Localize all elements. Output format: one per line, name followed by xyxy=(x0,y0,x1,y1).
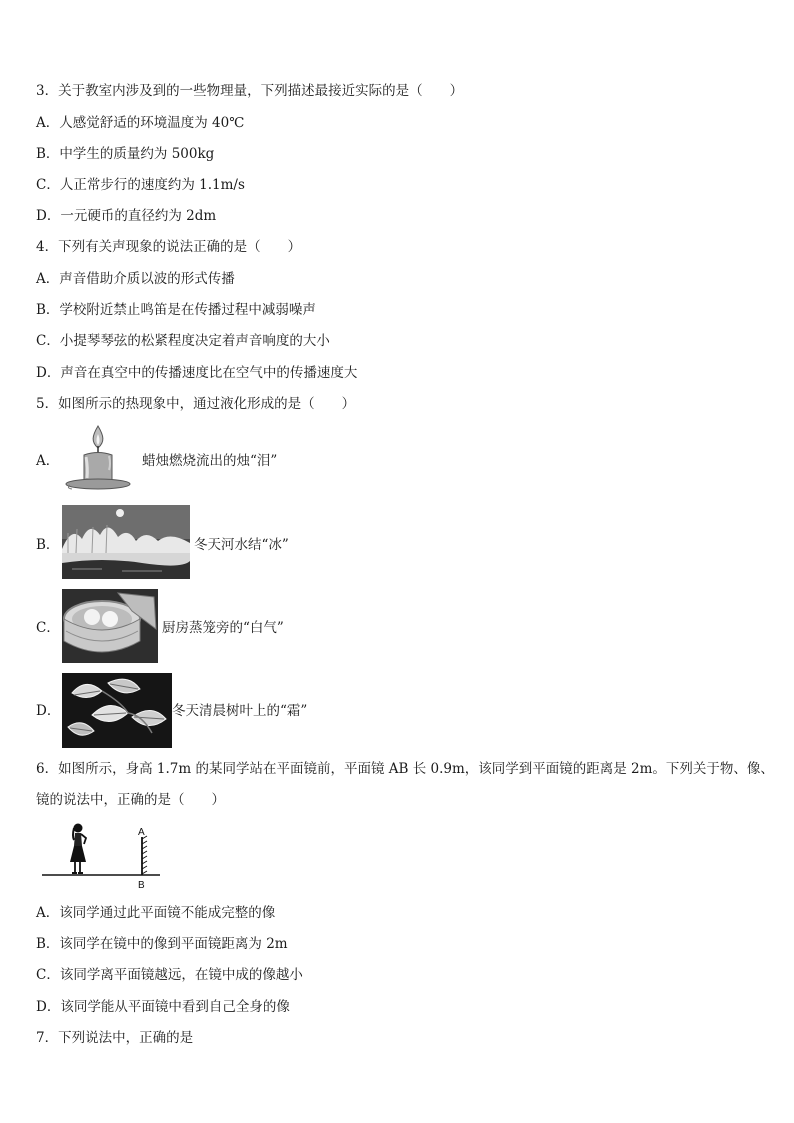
plane-mirror xyxy=(142,836,147,875)
frost-leaves-image xyxy=(62,673,172,748)
q4-option-a: A．声音借助介质以波的形式传播 xyxy=(36,271,235,287)
q3-option-a: A．人感觉舒适的环境温度为 40℃ xyxy=(36,115,245,131)
q4-option-b: B．学校附近禁止鸣笛是在传播过程中减弱噪声 xyxy=(36,302,316,318)
q6-option-b: B．该同学在镜中的像到平面镜距离为 2m xyxy=(36,936,288,952)
q6-stem-line1: 6．如图所示，身高 1.7m 的某同学站在平面镜前，平面镜 AB 长 0.9m，该同学到平面镜的距离是 2m。下列关于物、像、 xyxy=(36,761,774,777)
frozen-river-image xyxy=(62,505,190,579)
mirror-label-a: A xyxy=(138,827,145,838)
q5-option-d-text: 冬天清晨树叶上的“霜” xyxy=(172,703,308,719)
q5-option-c-text: 厨房蒸笼旁的“白气” xyxy=(162,620,284,636)
q6-stem-line2: 镜的说法中，正确的是（ ） xyxy=(36,792,225,808)
mirror-label-b: B xyxy=(138,880,145,891)
q4-stem: 4．下列有关声现象的说法正确的是（ ） xyxy=(36,239,302,255)
q5-option-a-text: 蜡烛燃烧流出的烛“泪” xyxy=(142,453,278,469)
candle-image xyxy=(62,422,134,492)
q3-option-b: B．中学生的质量约为 500kg xyxy=(36,146,215,162)
q5-option-d-letter: D． xyxy=(36,703,61,719)
q5-option-a-letter: A． xyxy=(36,453,60,469)
q5-stem: 5．如图所示的热现象中，通过液化形成的是（ ） xyxy=(36,396,356,412)
q6-option-a: A．该同学通过此平面镜不能成完整的像 xyxy=(36,905,276,921)
girl-figure xyxy=(70,824,86,874)
steamer-image xyxy=(62,589,158,663)
q6-option-c: C．该同学离平面镜越远，在镜中成的像越小 xyxy=(36,967,303,983)
q4-option-c: C．小提琴琴弦的松紧程度决定着声音响度的大小 xyxy=(36,333,330,349)
q5-option-b-letter: B． xyxy=(36,537,60,553)
q3-option-c: C．人正常步行的速度约为 1.1m/s xyxy=(36,177,245,193)
q3-option-d: D．一元硬币的直径约为 2dm xyxy=(36,208,217,224)
q6-option-d: D．该同学能从平面镜中看到自己全身的像 xyxy=(36,999,290,1015)
q5-option-c-letter: C． xyxy=(36,620,60,636)
q4-option-d: D．声音在真空中的传播速度比在空气中的传播速度大 xyxy=(36,365,358,381)
q3-stem: 3．关于教室内涉及到的一些物理量，下列描述最接近实际的是（ ） xyxy=(36,83,464,99)
q7-stem: 7．下列说法中，正确的是 xyxy=(36,1030,194,1046)
q5-option-b-text: 冬天河水结“冰” xyxy=(194,537,289,553)
mirror-diagram xyxy=(40,820,162,894)
